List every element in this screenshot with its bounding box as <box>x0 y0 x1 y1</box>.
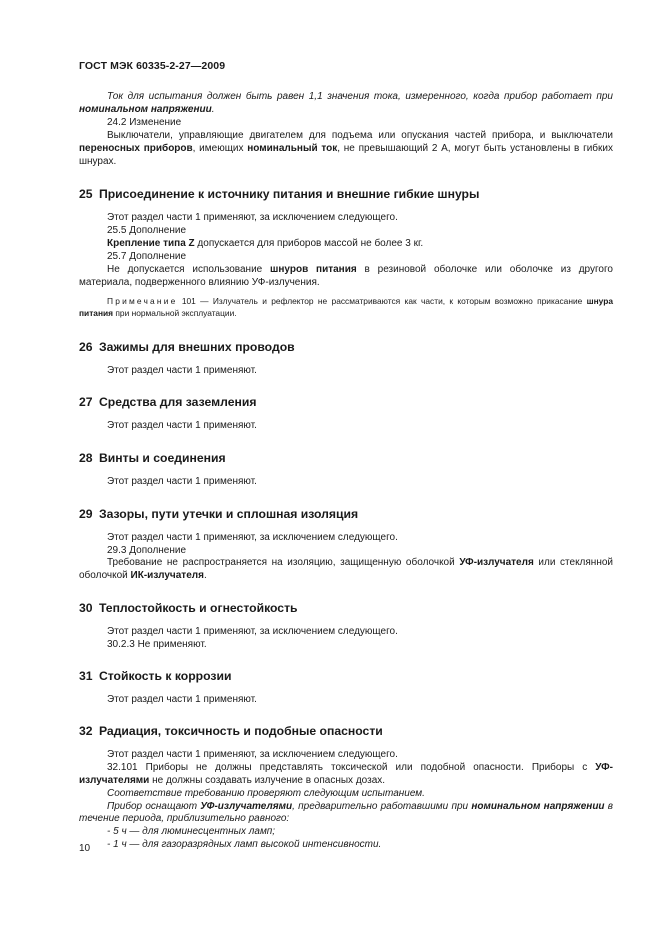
text-run: 32.101 Приборы не должны представлять токсической или подобной опасности. Приборы с <box>107 761 596 773</box>
text-run: . <box>211 103 215 115</box>
text-run: или стеклянной оболочкой <box>79 557 613 582</box>
section-title: Средства для заземления <box>98 394 257 409</box>
clause-24-2: 24.2 Изменение <box>107 116 182 128</box>
section-title: Зазоры, пути утечки и сплошная изоляция <box>98 506 359 521</box>
text-run: в резиновой оболочке или оболочке из другого материала, подверженного влиянию УФ-излучения. <box>79 264 613 288</box>
section-32-applies: Этот раздел части 1 применяют, за исключением следующего. <box>107 748 398 760</box>
clause-30-2-3: 30.2.3 Не применяют. <box>107 639 207 651</box>
clause-29-3: 29.3 Дополнение <box>107 544 187 556</box>
section-26-applies: Этот раздел части 1 применяют. <box>107 364 257 376</box>
term-ir-emitter: ИК-излучателя <box>130 570 204 582</box>
section-number: 29 <box>79 506 93 521</box>
text-run: в течение периода, приблизительно равного: <box>79 800 614 825</box>
compliance-check: Соответствие требованию проверяют следующим испытанием. <box>107 787 425 799</box>
term-rated-voltage: номинальном напряжении <box>471 800 605 812</box>
section-26-heading <box>79 340 613 355</box>
section-title: Зажимы для внешних проводов <box>98 339 295 354</box>
note-101 <box>79 295 613 319</box>
section-27-applies: Этот раздел части 1 применяют. <box>107 419 257 431</box>
term-rated-voltage: номинальном напряжении <box>79 103 212 115</box>
text-run: Ток для испытания должен быть равен 1,1 значения тока, измеренного, когда прибор работает при <box>107 91 613 102</box>
text-run: Прибор оснащают <box>107 800 201 812</box>
switches-paragraph <box>79 130 613 169</box>
document-header: ГОСТ МЭК 60335-2-27—2009 <box>79 60 226 72</box>
text-run: допускается для приборов массой не более 3 кг. <box>194 238 424 250</box>
text-run: , имеющих <box>192 142 248 154</box>
section-number: 27 <box>79 394 93 409</box>
section-title: Радиация, токсичность и подобные опасности <box>98 723 383 738</box>
section-29-heading <box>79 507 613 522</box>
section-30-applies: Этот раздел части 1 применяют, за исключением следующего. <box>107 626 398 638</box>
term-uv-emitters: УФ-излучателями <box>200 800 293 812</box>
clause-25-5: 25.5 Дополнение <box>107 225 187 237</box>
list-item: - 1 ч — для газоразрядных ламп высокой интенсивности. <box>107 839 382 851</box>
section-27-heading <box>79 395 613 410</box>
section-29-applies: Этот раздел части 1 применяют, за исключением следующего. <box>107 531 398 543</box>
text-run: при нормальной эксплуатации. <box>113 307 237 318</box>
section-title: Присоединение к источнику питания и внешние гибкие шнуры <box>98 187 480 202</box>
section-number: 28 <box>79 450 93 465</box>
insulation-paragraph <box>79 557 613 583</box>
section-number: 26 <box>79 339 93 354</box>
term-uv-emitters: УФ-излучателями <box>79 761 613 786</box>
text-run: Требование не распространяется на изоляцию, защищенную оболочкой <box>107 557 460 569</box>
section-number: 32 <box>79 723 93 738</box>
list-item: - 5 ч — для люминесцентных ламп; <box>107 826 276 838</box>
text-run: не должны создавать излучение в опасных дозах. <box>149 774 386 786</box>
section-31-heading <box>79 669 613 684</box>
section-number: 30 <box>79 601 93 616</box>
term-type-z: Крепление типа Z <box>107 238 195 250</box>
text-run: , предварительно работавшими при <box>292 800 472 812</box>
section-28-applies: Этот раздел части 1 применяют. <box>107 475 257 487</box>
section-25-heading <box>79 187 613 202</box>
clause-32-101 <box>79 762 613 788</box>
page-number: 10 <box>79 843 91 854</box>
section-number: 25 <box>79 187 93 202</box>
term-uv-emitter: УФ-излучателя <box>459 557 534 569</box>
text-run: 101 — Излучатель и рефлектор не рассматриваются как части, к которым возможно прикасание <box>177 295 587 306</box>
section-number: 31 <box>79 669 93 684</box>
section-32-heading <box>79 724 613 739</box>
fixing-paragraph <box>79 238 613 251</box>
clause-25-7: 25.7 Дополнение <box>107 251 187 263</box>
text-run: Не допускается использование <box>107 264 271 276</box>
term-portable-appliances: переносных приборов <box>79 142 193 154</box>
term-supply-cords: шнуров питания <box>270 264 357 276</box>
text-run: Выключатели, управляющие двигателем для подъема или опускания частей прибора, и выключатели <box>107 129 613 141</box>
section-title: Стойкость к коррозии <box>98 669 232 684</box>
equipment-paragraph <box>79 801 613 827</box>
term-rated-current: номинальный ток <box>247 142 338 154</box>
section-25-applies: Этот раздел части 1 применяют, за исключением следующего. <box>107 212 398 224</box>
page-content <box>79 91 613 852</box>
note-label: Примечание <box>107 295 178 306</box>
section-30-heading <box>79 601 613 616</box>
text-run: , не превышающий 2 А, могут быть установлены в гибких шнурах. <box>79 142 613 167</box>
test-current-paragraph <box>79 91 613 117</box>
text-run: . <box>203 570 207 582</box>
term-supply-cord: шнура питания <box>79 295 613 318</box>
section-title: Винты и соединения <box>98 450 226 465</box>
section-title: Теплостойкость и огнестойкость <box>98 601 298 616</box>
section-31-applies: Этот раздел части 1 применяют. <box>107 694 257 706</box>
cords-paragraph <box>79 264 613 290</box>
section-28-heading <box>79 451 613 466</box>
